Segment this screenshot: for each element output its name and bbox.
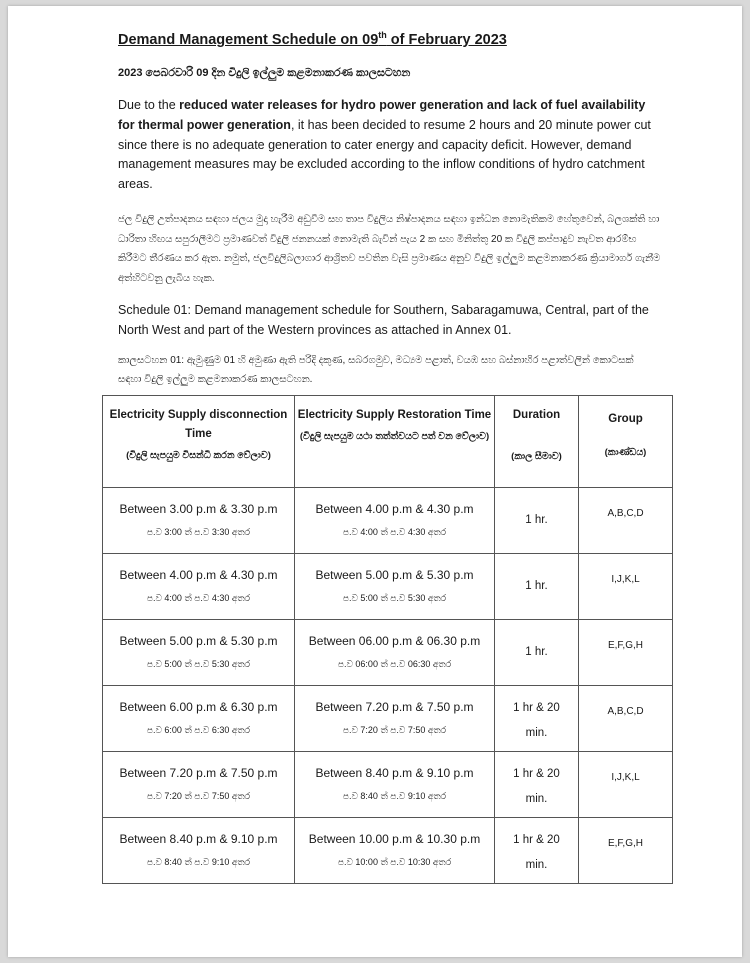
duration-cell: 1 hr. <box>495 620 579 686</box>
group-cell: A,B,C,D <box>579 488 673 554</box>
table-row <box>103 554 673 620</box>
group-cell: I,J,K,L <box>579 752 673 818</box>
intro-sinhala: ජල විදුලි උත්පාදනය සඳහා ජලය මුදා හැරීම අඩුවීම සහ තාප විදුලිය නිෂ්පාදනය සඳහා ඉන්ධන නොමැතිකම හේතුවෙන්, බලශක්ති හා ධාරිතා හිඟය සපුරාලීමට ප්‍රමාණවත් විදුලි ජනනයක් නොමැති බැවින් පැය 2 ක සහ මිනිත්තු 20 ක විදුලි කප්පාදුව නැවත ආරම්භ කිරීමට තීරණය කර ඇත. නමුත්, ජලවිදුලිබලාගාර ආශ්‍රිතව පවතින වැසි ප්‍රමාණය අනුව විදුලි ඉල්ලුම කළමනාකරණ ක්‍රියාමාර්ග ගැනීම අත්හිටවනු ලැබිය හැක. <box>118 214 661 284</box>
group-cell: I,J,K,L <box>579 554 673 620</box>
duration-cell: 1 hr & 20 min. <box>495 686 579 752</box>
duration-cell: 1 hr. <box>495 488 579 554</box>
group-cell: E,F,G,H <box>579 620 673 686</box>
document-page <box>8 6 742 957</box>
restoration-time-cell: Between 7.20 p.m & 7.50 p.m ප.ව 7:20 ත් ප.ව 7:50 අතර <box>295 686 495 752</box>
restoration-time-cell: Between 06.00 p.m & 06.30 p.m ප.ව 06:00 ත් ප.ව 06:30 අතර <box>295 620 495 686</box>
disconnection-time-cell: Between 7.20 p.m & 7.50 p.m ප.ව 7:20 ත් ප.ව 7:50 අතර <box>103 752 295 818</box>
disconnection-time-cell: Between 8.40 p.m & 9.10 p.m ප.ව 8:40 ත් ප.ව 9:10 අතර <box>103 818 295 884</box>
sinhala-title: 2023 පෙබරවාරි 09 දින විදුලි ඉල්ලුම කළමනාකරණ කාලසටහන <box>118 67 411 79</box>
page-title: Demand Management Schedule on 09th of February 2023 <box>118 30 507 48</box>
restoration-time-cell: Between 5.00 p.m & 5.30 p.m ප.ව 5:00 ත් ප.ව 5:30 අතර <box>295 554 495 620</box>
schedule-description-sinhala: කාලසටහන 01: ඇමුණුම 01 හි අමුණා ඇති පරිදි දකුණ, සබරගමුව, මධ්‍යම පළාත්, වයඹ සහ බස්නාහිර පළාත්වලින් කොටසක් සඳහා විදුලි ඉල්ලුම කළමනාකරණ කාලසටහන. <box>118 355 634 385</box>
header-duration: Duration (කාල සීමාව) <box>495 396 579 488</box>
restoration-time-cell: Between 10.00 p.m & 10.30 p.m ප.ව 10:00 ත් ප.ව 10:30 අතර <box>295 818 495 884</box>
header-restoration-time: Electricity Supply Restoration Time (විදුලි සැපයුම යථා තත්ත්වයට පත් වන වේලාව) <box>295 396 495 488</box>
restoration-time-cell: Between 8.40 p.m & 9.10 p.m ප.ව 8:40 ත් ප.ව 9:10 අතර <box>295 752 495 818</box>
intro-english: Due to the reduced water releases for hydro power generation and lack of fuel availability for thermal power generation, it has been decided to resume 2 hours and 20 minute power cut since there is no adequate generation to cater energy and capacity deficit. However, demand management measures may be excluded according to the inflow conditions of hydro catchment areas. <box>118 98 651 192</box>
schedule-table <box>102 395 673 884</box>
schedule-description-english: Schedule 01: Demand management schedule for Southern, Sabaragamuwa, Central, part of the North West and part of the Western provinces as attached in Annex 01. <box>118 303 649 337</box>
group-cell: A,B,C,D <box>579 686 673 752</box>
disconnection-time-cell: Between 4.00 p.m & 4.30 p.m ප.ව 4:00 ත් ප.ව 4:30 අතර <box>103 554 295 620</box>
table-row <box>103 752 673 818</box>
disconnection-time-cell: Between 5.00 p.m & 5.30 p.m ප.ව 5:00 ත් ප.ව 5:30 අතර <box>103 620 295 686</box>
header-group: Group (කාණ්ඩය) <box>579 396 673 488</box>
table-row <box>103 488 673 554</box>
table-row <box>103 620 673 686</box>
duration-cell: 1 hr & 20 min. <box>495 818 579 884</box>
restoration-time-cell: Between 4.00 p.m & 4.30 p.m ප.ව 4:00 ත් ප.ව 4:30 අතර <box>295 488 495 554</box>
table-row <box>103 686 673 752</box>
duration-cell: 1 hr. <box>495 554 579 620</box>
table-header-row <box>103 396 673 488</box>
disconnection-time-cell: Between 6.00 p.m & 6.30 p.m ප.ව 6:00 ත් ප.ව 6:30 අතර <box>103 686 295 752</box>
table-row <box>103 818 673 884</box>
header-disconnection-time: Electricity Supply disconnection Time (විදුලි සැපයුම විසන්ධි කරන වේලාව) <box>103 396 295 488</box>
duration-cell: 1 hr & 20 min. <box>495 752 579 818</box>
disconnection-time-cell: Between 3.00 p.m & 3.30 p.m ප.ව 3:00 ත් ප.ව 3:30 අතර <box>103 488 295 554</box>
group-cell: E,F,G,H <box>579 818 673 884</box>
